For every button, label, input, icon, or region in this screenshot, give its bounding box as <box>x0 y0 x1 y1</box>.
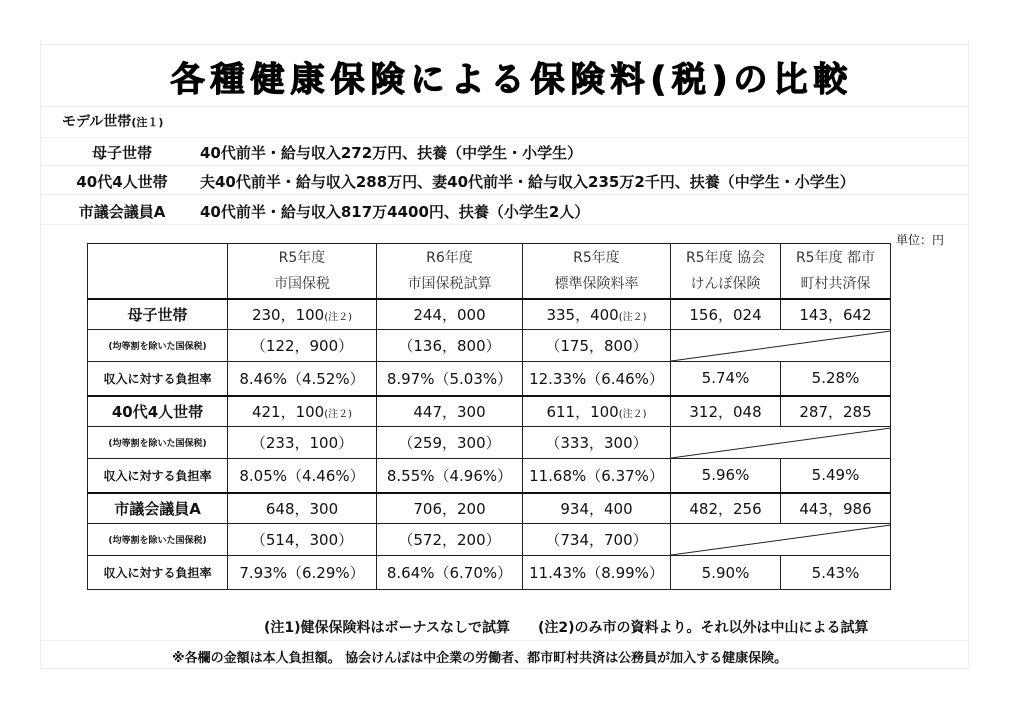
amount-cell <box>228 396 377 427</box>
column-header <box>671 244 781 299</box>
rate-cell: 5.74% <box>671 362 781 396</box>
column-header <box>377 244 523 299</box>
rate-cell: 8.55%（4.96%） <box>377 459 523 493</box>
amount-value: 443，986 <box>799 499 872 518</box>
header-corner <box>88 244 228 299</box>
sub-label: (均等割を除いた国保税) <box>88 427 228 459</box>
column-header <box>228 244 377 299</box>
amount-value: 335，400 <box>546 305 619 324</box>
table-row <box>88 524 891 556</box>
model-desc: 40代前半・給与収入272万円、扶養（中学生・小学生） <box>200 144 583 162</box>
empty-slashed-cell <box>671 427 891 459</box>
rate-label: 収入に対する負担率 <box>88 362 228 396</box>
empty-slashed-cell <box>671 524 891 556</box>
amount-cell <box>671 396 781 427</box>
model-desc: 夫40代前半・給与収入288万円、妻40代前半・給与収入235万2千円、扶養（中学生・小学生） <box>200 173 855 191</box>
amount-cell <box>377 396 523 427</box>
amount-cell <box>781 299 891 330</box>
amount-value: 482，256 <box>689 499 762 518</box>
grid-line <box>40 165 970 166</box>
household-name: 母子世帯 <box>88 299 228 330</box>
grid-line <box>40 137 970 138</box>
amount-cell <box>781 493 891 524</box>
grid-line <box>40 640 970 641</box>
header-line1: R5年度 <box>573 249 620 266</box>
amount-value: 143，642 <box>799 305 872 324</box>
unit-label: 単位：円 <box>896 233 945 247</box>
sub-amount-cell: （175，800） <box>523 330 671 362</box>
footnote-1: (注1)健保保険料はボーナスなしで試算 (注2)のみ市の資料より。それ以外は中山による試算 <box>264 620 869 636</box>
rate-cell: 8.46%（4.52%） <box>228 362 377 396</box>
amount-value: 706，200 <box>413 499 486 518</box>
header-line2: 標準保険料率 <box>554 275 639 292</box>
sub-amount-cell: （136，800） <box>377 330 523 362</box>
grid-line <box>40 44 970 45</box>
column-header <box>523 244 671 299</box>
rate-cell: 12.33%（6.46%） <box>523 362 671 396</box>
model-name: 40代4人世帯 <box>76 173 168 191</box>
table-row <box>88 299 891 330</box>
model-label-note: (注１) <box>131 116 164 129</box>
page-title: 各種健康保険による保険料(税)の比較 <box>170 60 854 100</box>
grid-line <box>40 668 970 669</box>
amount-value: 156，024 <box>689 305 762 324</box>
header-line2: けんぽ保険 <box>690 275 761 292</box>
sub-amount-cell: （514，300） <box>228 524 377 556</box>
amount-cell <box>377 299 523 330</box>
header-line2: 市国保税試算 <box>407 275 492 292</box>
diagonal-line <box>671 524 891 556</box>
amount-value: 447，300 <box>413 402 486 421</box>
rate-cell: 5.43% <box>781 556 891 590</box>
amount-value: 934，400 <box>560 499 633 518</box>
table-row <box>88 556 891 590</box>
amount-cell <box>671 493 781 524</box>
sub-label: (均等割を除いた国保税) <box>88 330 228 362</box>
header-row <box>88 244 891 299</box>
rate-label: 収入に対する負担率 <box>88 556 228 590</box>
header-line2: 町村共済保 <box>800 275 871 292</box>
model-name: 母子世帯 <box>91 144 152 162</box>
amount-value: 244，000 <box>413 305 486 324</box>
amount-cell <box>523 299 671 330</box>
rate-cell: 11.43%（8.99%） <box>523 556 671 590</box>
sub-amount-cell: （333，300） <box>523 427 671 459</box>
sub-amount-cell: （572，200） <box>377 524 523 556</box>
amount-value: 421，100 <box>251 402 325 421</box>
amount-value: 648，300 <box>265 499 339 518</box>
table-row <box>88 493 891 524</box>
amount-cell <box>228 493 377 524</box>
table-row <box>88 459 891 493</box>
rate-label: 収入に対する負担率 <box>88 459 228 493</box>
grid-line <box>40 40 41 670</box>
note-mark: (注２) <box>618 408 647 420</box>
header-line1: R5年度 <box>278 249 326 266</box>
amount-cell <box>523 493 671 524</box>
rate-cell: 5.49% <box>781 459 891 493</box>
amount-cell <box>228 299 377 330</box>
amount-value: 312，048 <box>689 402 762 421</box>
grid-line <box>968 40 969 670</box>
amount-cell <box>523 396 671 427</box>
rate-cell: 11.68%（6.37%） <box>523 459 671 493</box>
table-row <box>88 396 891 427</box>
model-name: 市議会議員A <box>78 203 166 221</box>
table-body <box>88 299 891 590</box>
comparison-table <box>87 243 891 590</box>
rate-cell: 7.93%（6.29%） <box>228 556 377 590</box>
sub-amount-cell: （233，100） <box>228 427 377 459</box>
household-name: 市議会議員A <box>88 493 228 524</box>
model-desc: 40代前半・給与収入817万4400円、扶養（小学生2人） <box>200 203 590 221</box>
rate-cell: 8.05%（4.46%） <box>228 459 377 493</box>
sub-amount-cell: （734，700） <box>523 524 671 556</box>
empty-slashed-cell <box>671 330 891 362</box>
model-label-text: モデル世帯 <box>62 114 132 130</box>
amount-cell <box>671 299 781 330</box>
sub-amount-cell: （122，900） <box>228 330 377 362</box>
amount-cell <box>781 396 891 427</box>
diagonal-line <box>671 427 891 459</box>
model-household-label <box>62 111 163 131</box>
amount-cell <box>377 493 523 524</box>
sub-amount-cell: （259，300） <box>377 427 523 459</box>
table-row <box>88 330 891 362</box>
rate-cell: 5.28% <box>781 362 891 396</box>
table-row <box>88 427 891 459</box>
amount-value: 287，285 <box>799 402 872 421</box>
amount-value: 230，100 <box>251 305 325 324</box>
diagonal-line <box>671 330 891 362</box>
rate-cell: 8.97%（5.03%） <box>377 362 523 396</box>
header-line1: R5年度 協会 <box>685 249 766 266</box>
amount-value: 611，100 <box>546 402 619 421</box>
note-mark: (注２) <box>324 311 353 323</box>
header-line1: R6年度 <box>426 249 473 266</box>
table-row <box>88 362 891 396</box>
header-line1: R5年度 都市 <box>795 249 876 266</box>
note-mark: (注２) <box>324 408 353 420</box>
column-header <box>781 244 891 299</box>
grid-line <box>40 194 970 195</box>
sub-label: (均等割を除いた国保税) <box>88 524 228 556</box>
grid-line <box>40 106 970 107</box>
rate-cell: 5.90% <box>671 556 781 590</box>
header-line2: 市国保税 <box>274 275 330 292</box>
rate-cell: 5.96% <box>671 459 781 493</box>
grid-line <box>40 224 970 225</box>
footnote-2: ※各欄の金額は本人負担額。 協会けんぽは中企業の労働者、都市町村共済は公務員が加入する健康保険。 <box>172 651 788 666</box>
household-name: 40代4人世帯 <box>88 396 228 427</box>
note-mark: (注２) <box>618 311 647 323</box>
rate-cell: 8.64%（6.70%） <box>377 556 523 590</box>
